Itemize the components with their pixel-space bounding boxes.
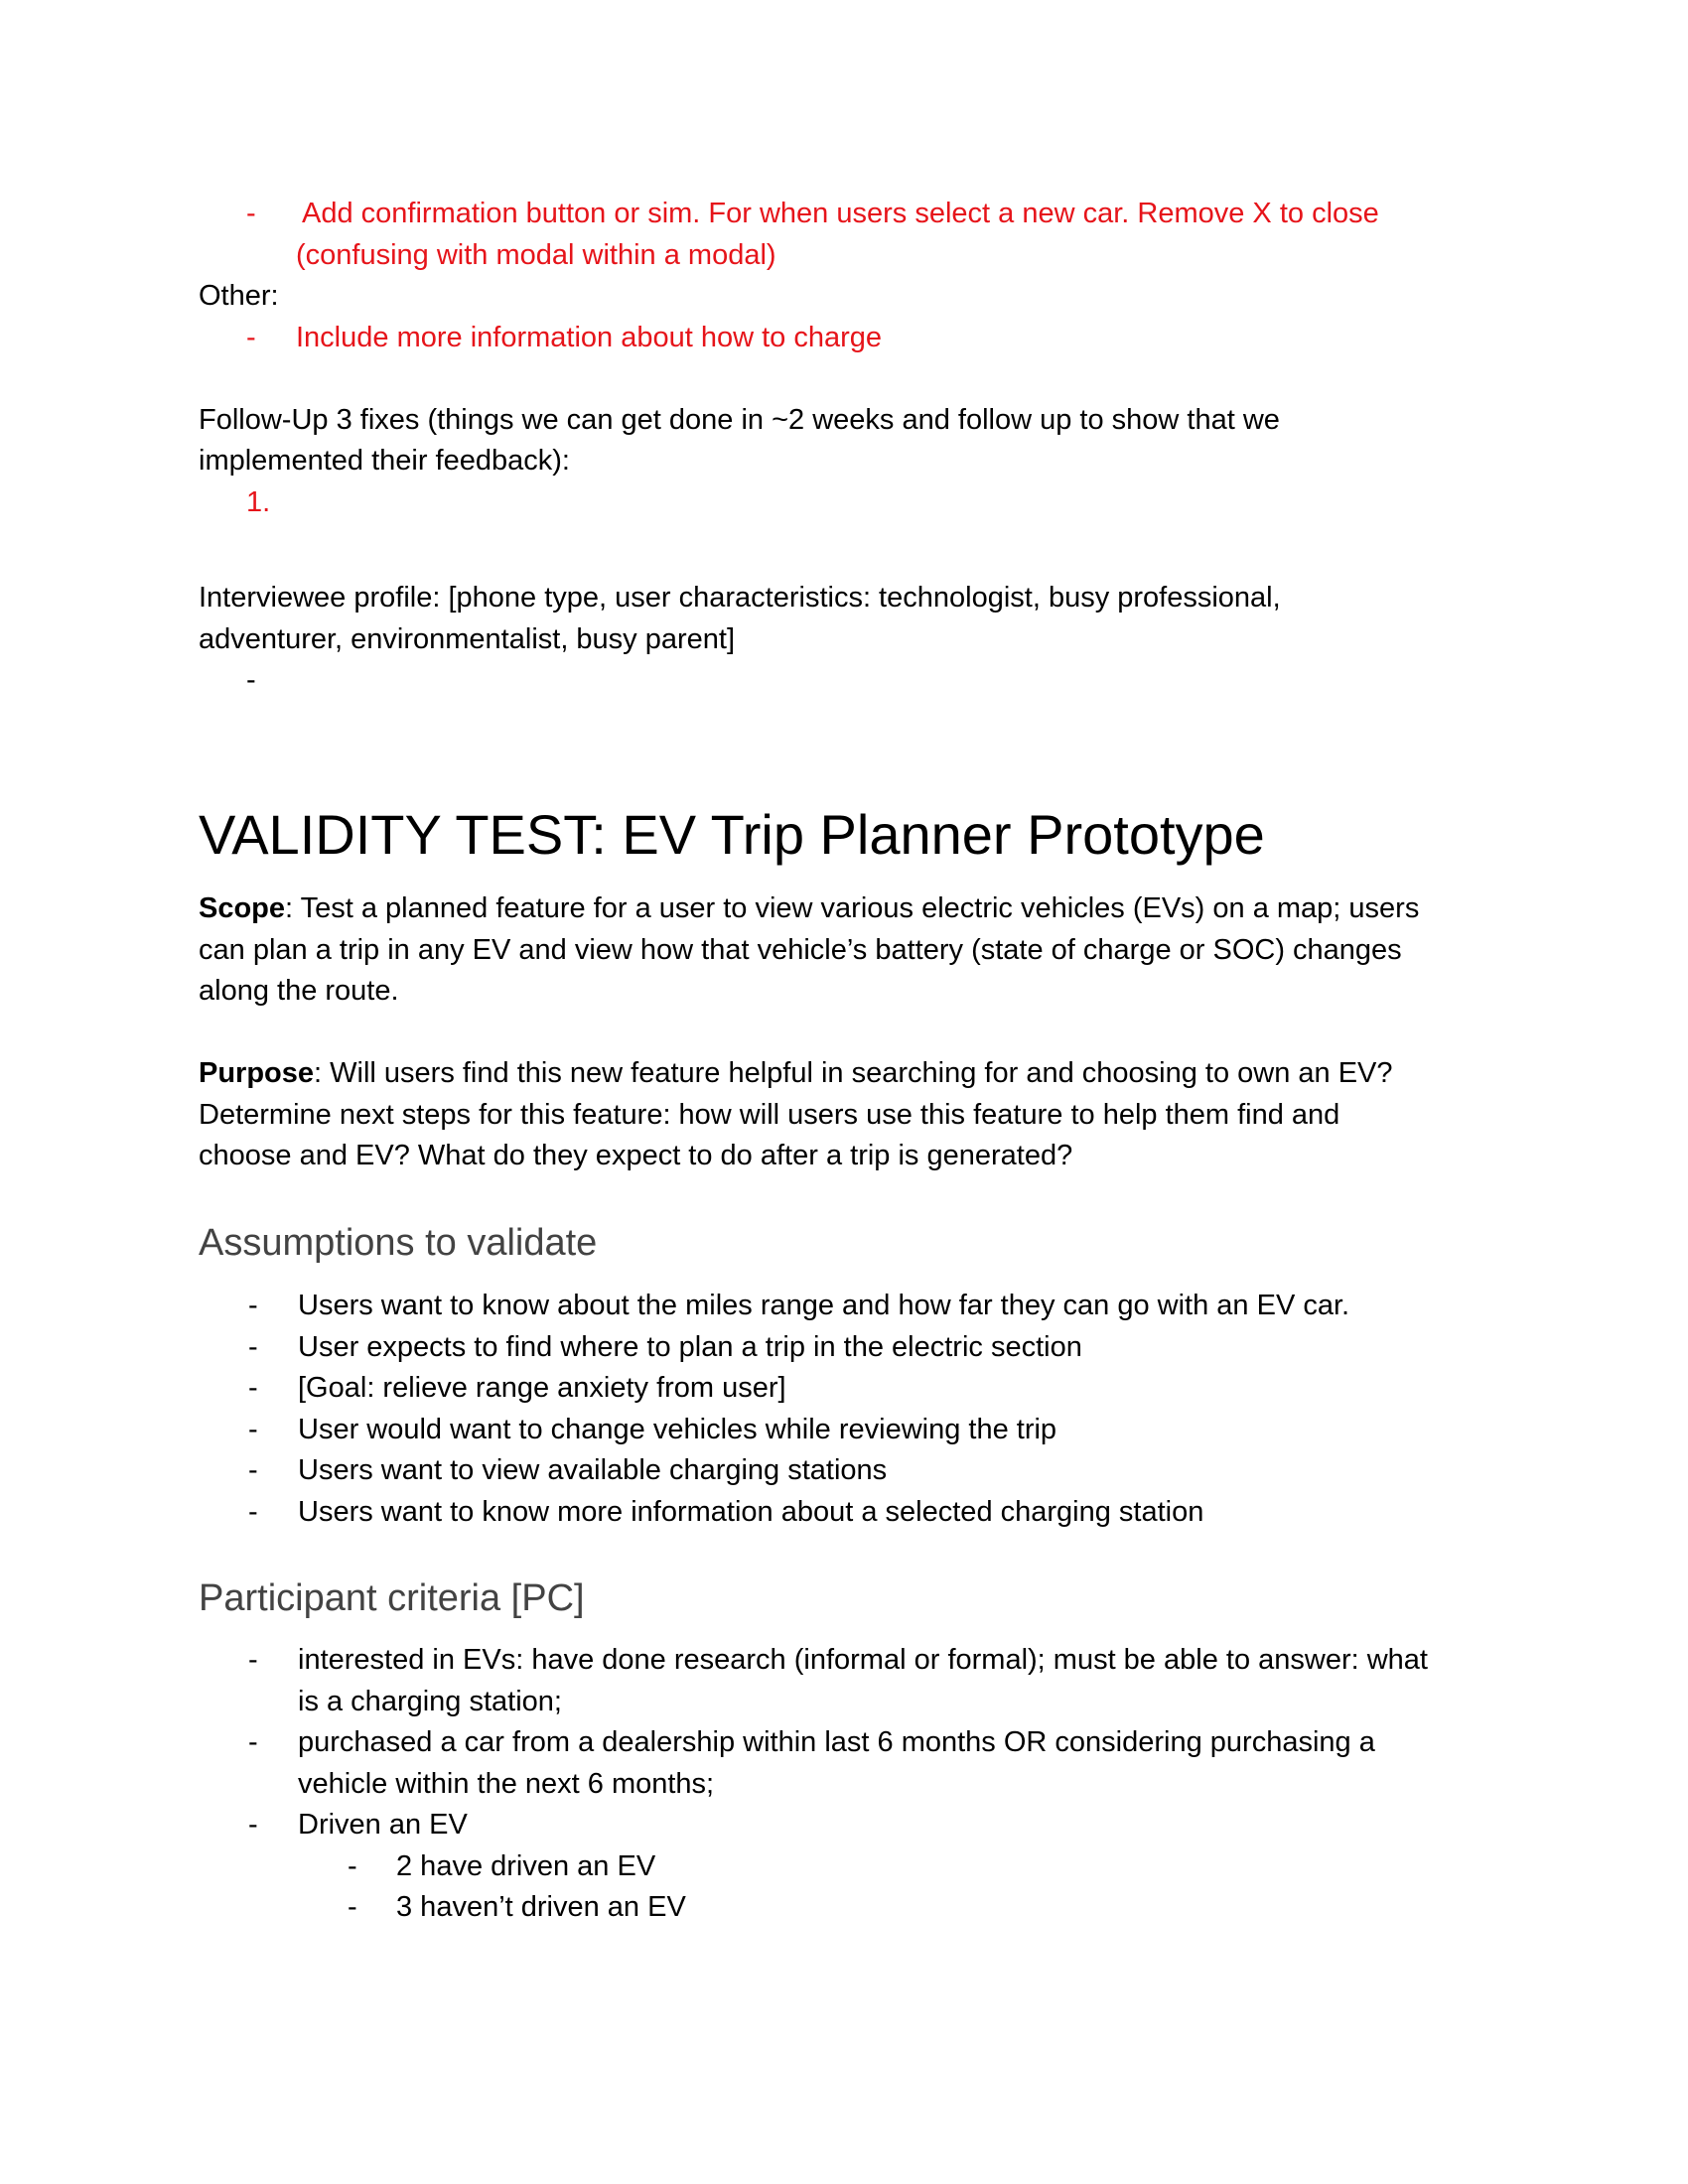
sublist-bullet: - <box>348 1849 357 1882</box>
list-bullet: - <box>246 198 256 229</box>
interviewee-profile: adventurer, environmentalist, busy parent] <box>199 623 736 655</box>
scope-label: Scope <box>199 892 286 924</box>
list-bullet: - <box>248 1413 258 1445</box>
purpose-text: choose and EV? What do they expect to do after a trip is generated? <box>199 1140 1073 1171</box>
feedback-item-line: Add confirmation button or sim. For when users select a new car. Remove X to close <box>302 198 1379 229</box>
criteria-heading: Participant criteria [PC] <box>199 1577 585 1619</box>
scope-text: : Test a planned feature for a user to view various electric vehicles (EVs) on a map; users <box>285 892 1420 924</box>
assumption-item: User would want to change vehicles while reviewing the trip <box>298 1413 1057 1445</box>
page-title: VALIDITY TEST: EV Trip Planner Prototype <box>199 803 1265 866</box>
list-bullet: - <box>248 1454 258 1486</box>
followup-number: 1. <box>246 486 271 518</box>
assumptions-heading: Assumptions to validate <box>199 1222 598 1264</box>
scope-line <box>199 888 1419 930</box>
scope-text: along the route. <box>199 975 399 1007</box>
list-bullet: - <box>246 322 256 353</box>
criteria-list <box>199 1640 1499 1938</box>
purpose-paragraph <box>199 1053 1393 1177</box>
criteria-item-line: is a charging station; <box>298 1685 562 1717</box>
purpose-line <box>199 1053 1393 1095</box>
sublist-bullet: - <box>348 1891 357 1923</box>
purpose-text: Determine next steps for this feature: how will users use this feature to help them find and <box>199 1098 1340 1131</box>
list-bullet: - <box>248 1644 258 1676</box>
assumption-item: Users want to view available charging stations <box>298 1454 888 1486</box>
interviewee-profile: Interviewee profile: [phone type, user characteristics: technologist, busy professional, <box>199 582 1281 614</box>
scope-text: can plan a trip in any EV and view how that vehicle’s battery (state of charge or SOC) changes <box>199 933 1402 966</box>
criteria-item-line: purchased a car from a dealership within last 6 months OR considering purchasing a <box>298 1726 1375 1758</box>
criteria-item-line: vehicle within the next 6 months; <box>298 1767 715 1800</box>
list-bullet: - <box>248 1495 258 1528</box>
list-bullet: - <box>248 1290 258 1321</box>
list-bullet: - <box>246 664 256 696</box>
list-bullet: - <box>248 1330 258 1363</box>
assumption-item: Users want to know about the miles range and how far they can go with an EV car. <box>298 1290 1350 1321</box>
criteria-subitem: 2 have driven an EV <box>396 1849 656 1882</box>
followup-text: Follow-Up 3 fixes (things we can get done in ~2 weeks and follow up to show that we <box>199 404 1280 436</box>
criteria-subitem: 3 haven’t driven an EV <box>396 1891 686 1923</box>
feedback-item-line: (confusing with modal within a modal) <box>296 239 776 271</box>
list-bullet: - <box>248 1372 258 1404</box>
purpose-label: Purpose <box>199 1057 315 1089</box>
followup-text: implemented their feedback): <box>199 445 570 477</box>
criteria-item-line: interested in EVs: have done research (informal or formal); must be able to answer: what <box>298 1644 1428 1676</box>
purpose-text: : Will users find this new feature helpful in searching for and choosing to own an EV? <box>314 1057 1393 1089</box>
other-item: Include more information about how to charge <box>296 322 883 353</box>
list-bullet: - <box>248 1726 258 1758</box>
assumption-item: [Goal: relieve range anxiety from user] <box>298 1372 786 1404</box>
list-bullet: - <box>248 1809 258 1841</box>
assumptions-list <box>199 1286 1499 1544</box>
assumption-item: Users want to know more information about a selected charging station <box>298 1495 1204 1528</box>
criteria-item: Driven an EV <box>298 1809 468 1841</box>
assumption-item: User expects to find where to plan a trip in the electric section <box>298 1330 1082 1363</box>
scope-paragraph <box>199 888 1419 1013</box>
other-label: Other: <box>199 280 279 312</box>
